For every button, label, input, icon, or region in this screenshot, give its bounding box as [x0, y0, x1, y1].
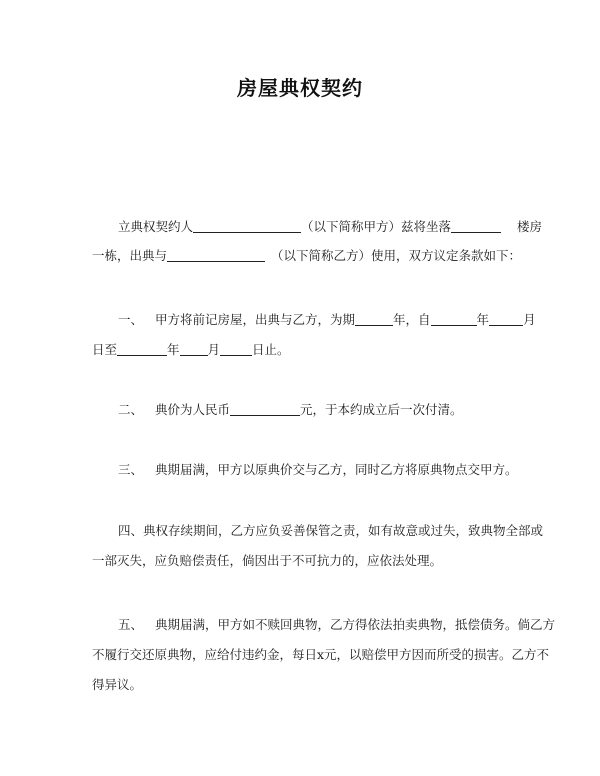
clause-1-line-1	[118, 312, 536, 328]
clause-3-text: 典期届满，甲方以原典价交与乙方，同时乙方将原典物点交甲方。	[155, 462, 518, 477]
clause-1-text-a: 甲方将前记房屋，出典与乙方，为期	[155, 312, 356, 327]
clause-5-text-a: 典期届满，甲方如不赎回典物，乙方得依法拍卖典物，抵偿债务。倘乙方	[155, 617, 556, 632]
start-day-blank	[117, 343, 167, 356]
clause-4-line-1: 四、典权存续期间，乙方应负妥善保管之责，如有故意或过失，致典物全部或	[118, 523, 544, 538]
intro-line-1	[118, 219, 542, 235]
clause-1-line-2	[92, 342, 290, 358]
clause-5-line-3: 得异议。	[92, 677, 143, 692]
end-year-blank	[180, 343, 208, 356]
clause-1-text-f: 年	[167, 342, 180, 357]
clause-3-number: 三、	[118, 462, 144, 477]
clause-2-text-a: 典价为人民币	[155, 402, 231, 417]
clause-2-number: 二、	[118, 402, 144, 417]
clause-5-line-1	[118, 617, 555, 633]
intro-text-c: 楼房	[517, 219, 543, 234]
clause-1-text-g: 月	[207, 342, 221, 357]
clause-4-line-2: 一部灭失，应负赔偿责任，倘因出于不可抗力的，应依法处理。	[92, 553, 443, 568]
party-a-name-blank	[193, 220, 301, 233]
clause-2-line	[118, 402, 463, 418]
clause-5-number: 五、	[118, 617, 144, 632]
party-b-name-blank	[167, 249, 265, 262]
clause-3-line	[118, 462, 518, 478]
clause-1-text-c: 年	[476, 312, 490, 327]
clause-2-text-b: 元，于本约成立后一次付清。	[300, 402, 463, 417]
clause-1-number: 一、	[118, 312, 144, 327]
intro-text-a: 立典权契约人	[118, 219, 194, 234]
clause-1-text-b: 年，自	[393, 312, 431, 327]
intro-text-e: （以下简称乙方）使用，双方议定条款如下：	[271, 248, 522, 263]
intro-text-d: 一栋，出典与	[92, 248, 168, 263]
property-location-blank	[451, 220, 501, 233]
clause-1-text-d: 月	[523, 312, 536, 327]
term-years-blank	[355, 313, 393, 326]
start-year-blank	[431, 313, 477, 326]
document-title: 房屋典权契约	[237, 76, 363, 100]
intro-text-b: （以下简称甲方）兹将坐落	[301, 219, 452, 234]
start-month-blank	[489, 313, 523, 326]
price-amount-blank	[230, 403, 300, 416]
end-month-blank	[220, 343, 252, 356]
clause-1-text-e: 日至	[92, 342, 118, 357]
clause-1-text-h: 日止。	[252, 342, 290, 357]
intro-line-2	[92, 248, 521, 264]
clause-5-line-2: 不履行交还原典物，应给付违约金，每日x元，以赔偿甲方因而所受的损害。乙方不	[92, 647, 550, 662]
